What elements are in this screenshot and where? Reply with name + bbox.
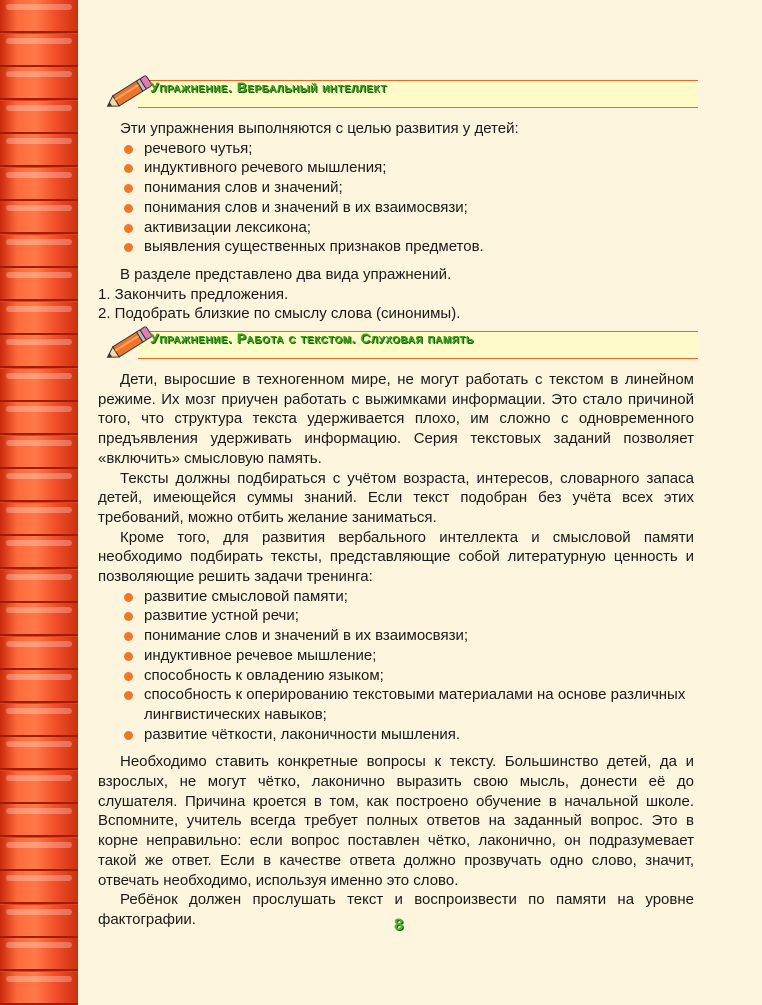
- brick: [0, 670, 78, 703]
- section1-types-intro: В разделе представлено два вида упражнений.: [120, 265, 452, 283]
- paragraph: Необходимо ставить конкретные вопросы к тексту. Большинство детей, да и взрослых, не могут чётко, лаконично выразить свою мысль, донести её до слушателя. Причина кроется в том, как построено обучение в начальной школе. Вспомните, учитель всегда требует полных ответов на заданный вопрос. Это в корне неправильно: если вопрос поставлен чётко, лаконично, он подразумевает такой же ответ. Если в качестве ответа должно прозвучать одно слово, значит, отвечать необходимо, используя именно это слово.: [98, 753, 694, 889]
- paragraph: Дети, выросшие в техногенном мире, не могут работать с текстом в линейном режиме. Их мозг приучен работать с выжимками информации. Это стало причиной того, что структура текста удерживается плохо, им сложно с одновременного предъявления удерживать информацию. Серия текстовых заданий позволяет «включить» смысловую память.: [98, 371, 694, 467]
- list-item: понимание слов и значений в их взаимосвязи;: [98, 626, 694, 646]
- list-item: индуктивное речевое мышление;: [98, 646, 694, 666]
- brick: [0, 503, 78, 536]
- brick: [0, 101, 78, 134]
- list-item: способность к овладению языком;: [98, 666, 694, 686]
- brick: [0, 804, 78, 837]
- brick: [0, 402, 78, 435]
- pencil-icon: [98, 323, 156, 367]
- section1-intro: Эти упражнения выполняются с целью развития у детей:: [120, 120, 519, 137]
- brick: [0, 235, 78, 268]
- brick: [0, 871, 78, 904]
- decorative-brick-strip: [0, 0, 78, 1000]
- list-item: развитие смысловой памяти;: [98, 587, 694, 607]
- brick: [0, 201, 78, 234]
- brick: [0, 34, 78, 67]
- brick: [0, 67, 78, 100]
- brick: [0, 603, 78, 636]
- paragraph: Кроме того, для развития вербального интеллекта и смысловой памяти необходимо подбирать тексты, представляющие собой литературную ценность и позволяющие решить задачи тренинга:: [98, 528, 694, 586]
- list-item: развитие устной речи;: [98, 606, 694, 626]
- list-item: способность к оперированию текстовыми материалами на основе различных лингвистических навыков;: [98, 685, 694, 724]
- section2-bullet-list: [98, 587, 694, 745]
- brick: [0, 0, 78, 33]
- section-header-verbal-intellect: [98, 72, 698, 110]
- list-item: понимания слов и значений в их взаимосвязи;: [98, 198, 694, 218]
- list-item: индуктивного речевого мышления;: [98, 158, 694, 178]
- pencil-icon: [98, 72, 156, 116]
- list-item: речевого чутья;: [98, 139, 694, 159]
- paragraph: Тексты должны подбираться с учётом возраста, интересов, словарного запаса детей, имеющейся суммы знаний. Если текст подобран без учёта всех этих требований, можно отбить желание заниматься.: [98, 469, 694, 526]
- section1-bullet-list: [98, 139, 694, 257]
- brick: [0, 302, 78, 335]
- section-title: Упражнение. Работа с текстом. Слуховая память: [150, 330, 474, 346]
- paragraph: Ребёнок должен прослушать текст и воспроизвести по памяти на уровне фактографии.: [98, 891, 694, 928]
- section1-type-item: 2. Подобрать близкие по смыслу слова (синонимы).: [98, 305, 461, 323]
- brick: [0, 838, 78, 871]
- brick: [0, 335, 78, 368]
- list-item: развитие чёткости, лаконичности мышления.: [98, 725, 694, 745]
- brick: [0, 905, 78, 938]
- list-item: активизации лексикона;: [98, 218, 694, 238]
- list-item: понимания слов и значений;: [98, 178, 694, 198]
- brick: [0, 704, 78, 737]
- section1-body: [98, 119, 694, 324]
- list-item: выявления существенных признаков предметов.: [98, 237, 694, 257]
- section-title: Упражнение. Вербальный интеллект: [150, 79, 387, 95]
- brick: [0, 168, 78, 201]
- brick: [0, 436, 78, 469]
- brick: [0, 469, 78, 502]
- brick: [0, 536, 78, 569]
- section2-body: [98, 370, 694, 930]
- brick: [0, 570, 78, 603]
- section-header-text-work: [98, 323, 698, 361]
- brick: [0, 134, 78, 167]
- brick: [0, 938, 78, 971]
- brick: [0, 268, 78, 301]
- page-number: 8: [394, 915, 404, 934]
- brick: [0, 771, 78, 804]
- brick: [0, 737, 78, 770]
- brick: [0, 369, 78, 402]
- brick: [0, 637, 78, 670]
- section1-type-item: 1. Закончить предложения.: [98, 285, 289, 303]
